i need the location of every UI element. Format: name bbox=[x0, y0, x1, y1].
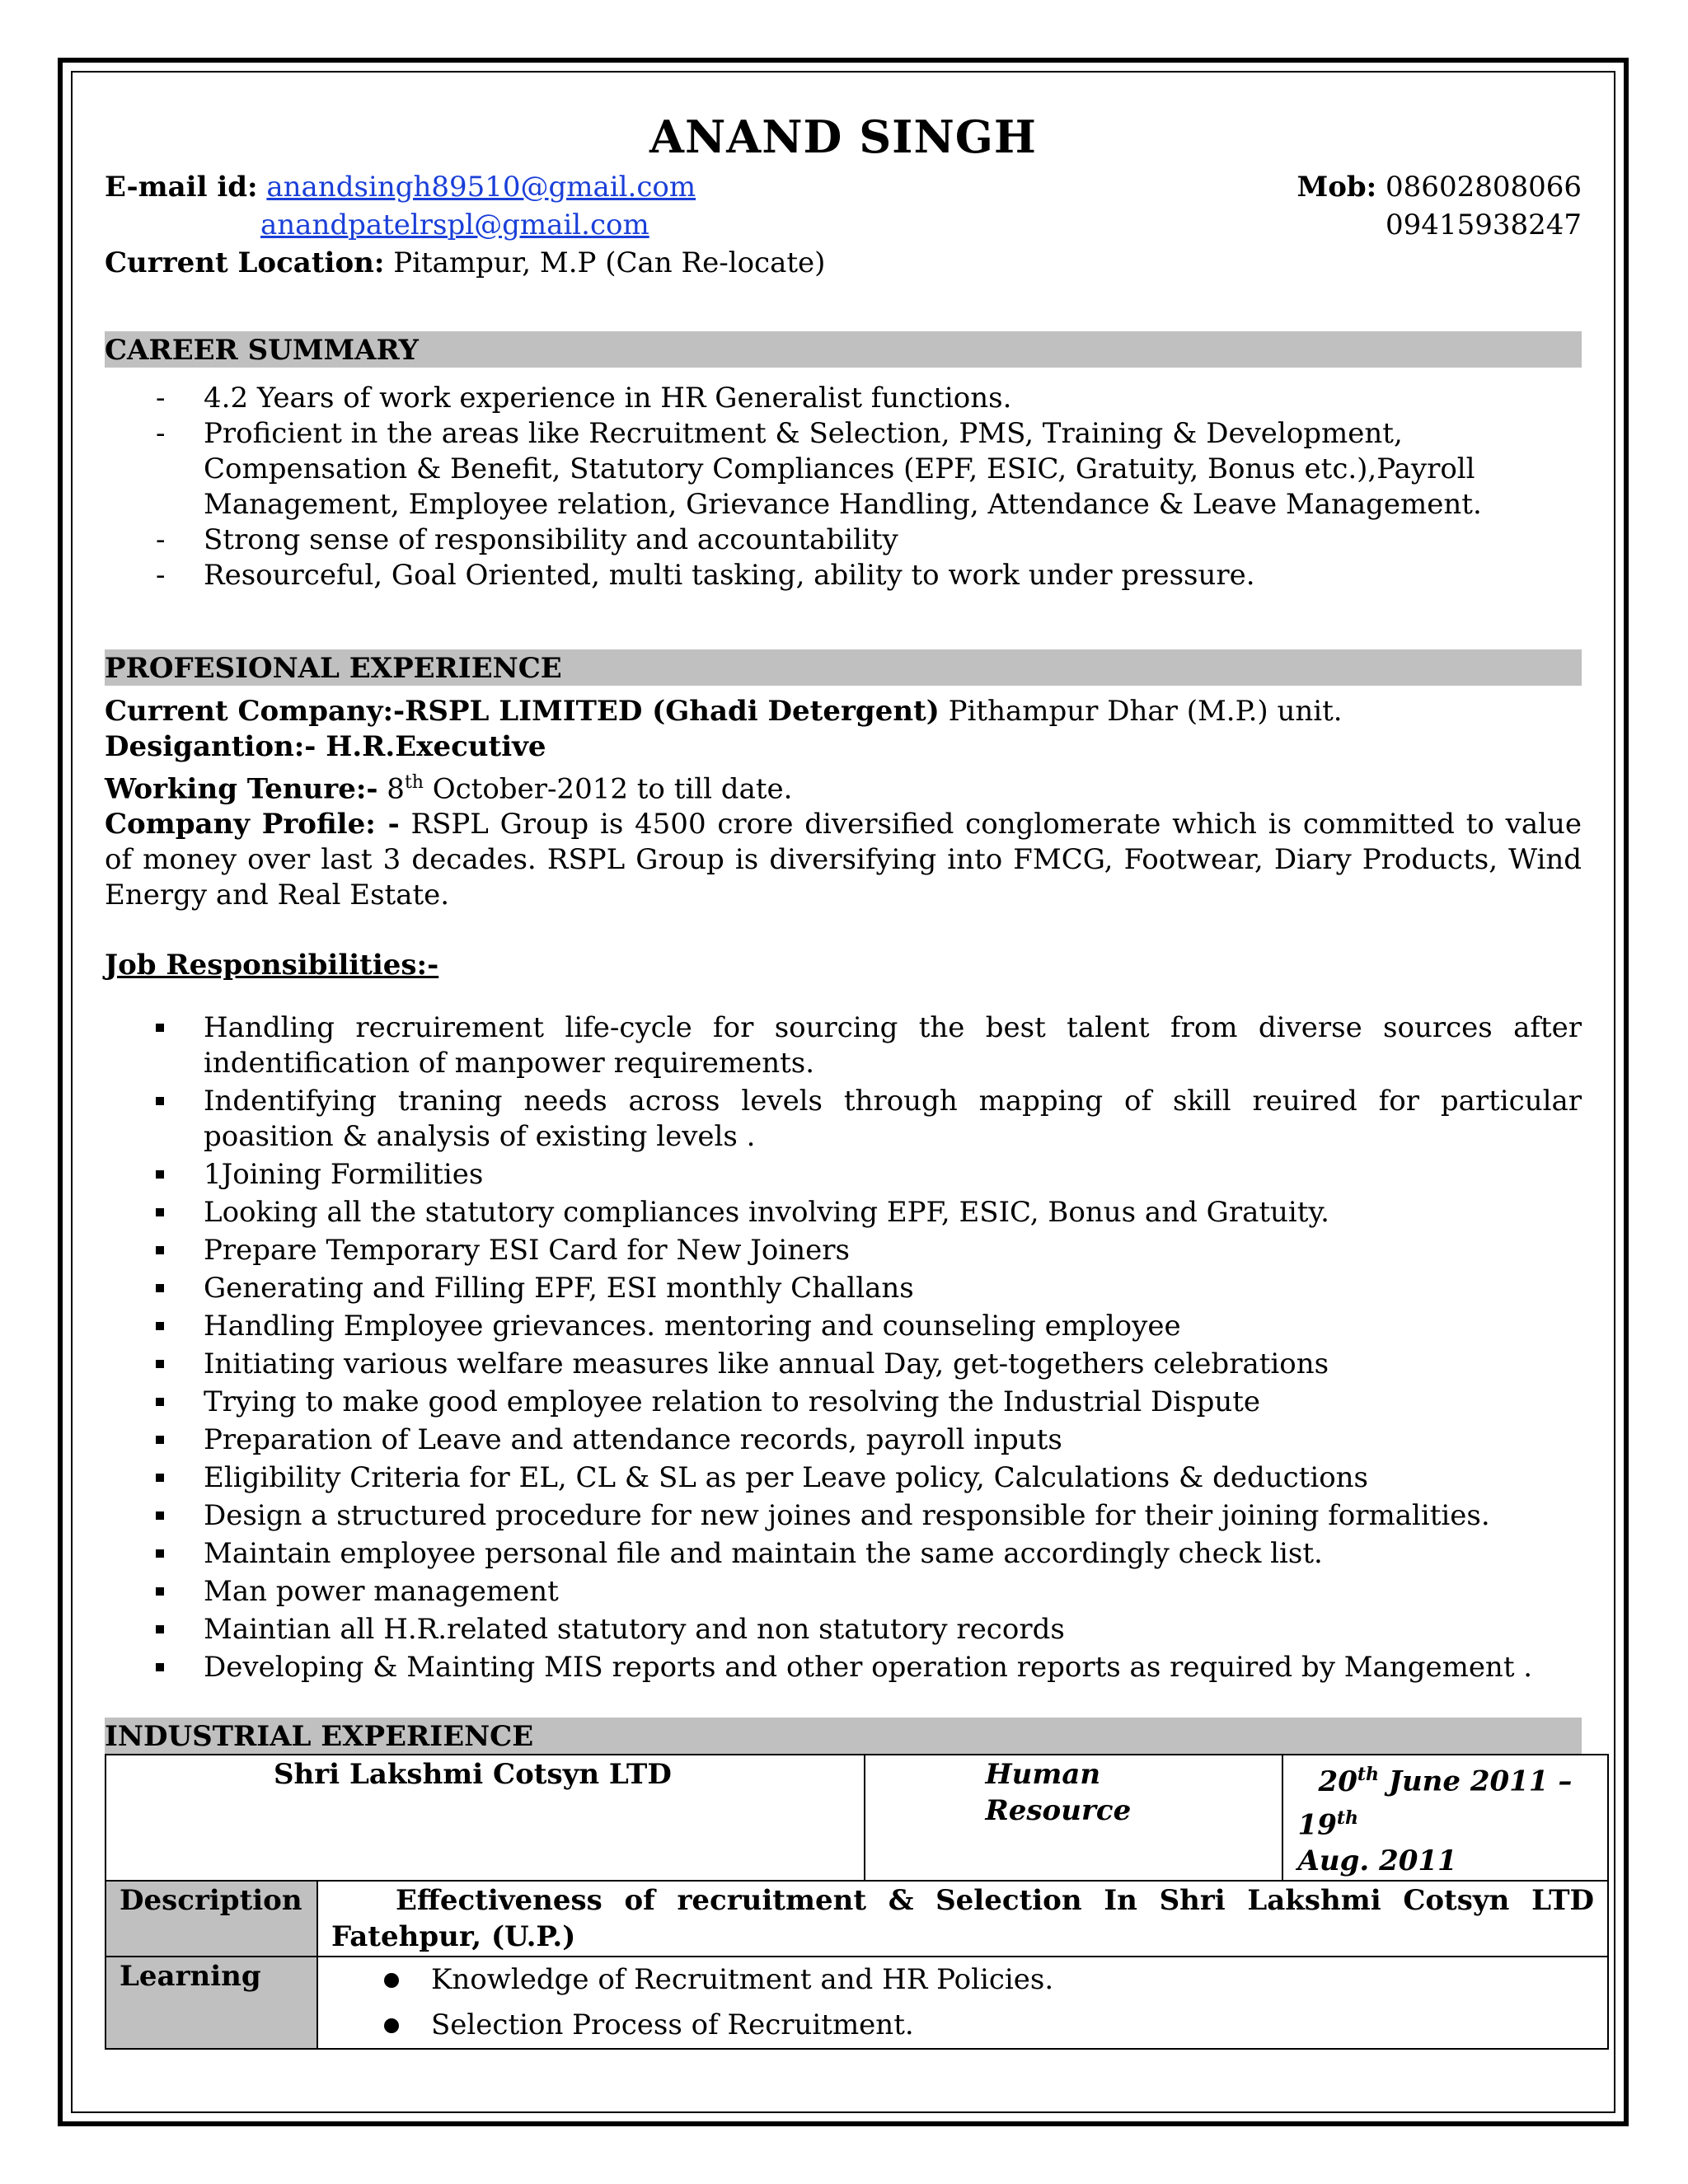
list-item bbox=[105, 1271, 1582, 1306]
working-tenure bbox=[105, 765, 1582, 807]
date-start-rest: June 2011 – 19 bbox=[1297, 1765, 1573, 1841]
date-start-sup: th bbox=[1357, 1764, 1380, 1786]
learning-cell bbox=[317, 1957, 1608, 2049]
square-bullet-icon bbox=[156, 1398, 164, 1406]
list-item: - Strong sense of responsibility and accountability bbox=[156, 523, 898, 556]
responsibility-text: Prepare Temporary ESI Card for New Joiners bbox=[204, 1234, 850, 1268]
email-label: E-mail id: bbox=[105, 171, 258, 204]
summary-text: Strong sense of responsibility and accountability bbox=[204, 523, 898, 556]
list-item bbox=[105, 1084, 1582, 1155]
list-item bbox=[105, 1195, 1582, 1230]
table-row bbox=[106, 1881, 1608, 1957]
responsibility-text: Indentifying traning needs across levels through mapping of skill reuired for particular poasition & analysis of existing levels . bbox=[204, 1085, 1582, 1154]
summary-text: Proficient in the areas like Recruitment & Selection, PMS, Training & Development, Compensation & Benefit, Statutory Compliances (EPF, ESIC, Gratuity, Bonus etc.),Payroll Management, Employee relation, Grievance Handling, Attendance & Leave Management. bbox=[204, 417, 1482, 521]
square-bullet-icon bbox=[156, 1587, 164, 1596]
industrial-company bbox=[106, 1755, 865, 1881]
designation: Desigantion:- H.R.Executive bbox=[105, 730, 546, 763]
list-item bbox=[105, 1536, 1582, 1572]
list-item: - 4.2 Years of work experience in HR Generalist functions. bbox=[156, 382, 1012, 415]
learning-label: Learning bbox=[106, 1957, 317, 2049]
list-item bbox=[318, 2003, 1607, 2048]
learning-text: Selection Process of Recruitment. bbox=[431, 2008, 914, 2041]
square-bullet-icon bbox=[156, 1284, 164, 1292]
list-item: - Resourceful, Goal Oriented, multi tasking, ability to work under pressure. bbox=[156, 559, 1255, 592]
profile-text: RSPL Group is 4500 crore diversified conglomerate which is committed to value of money over last 3 decades. RSPL Group is diversifying into FMCG, Footwear, Diary Products, Wind Energy and Real Estate. bbox=[105, 808, 1582, 912]
candidate-name: ANAND SINGH bbox=[649, 110, 1037, 163]
square-bullet-icon bbox=[156, 1474, 164, 1482]
mobile-number-2: 09415938247 bbox=[1386, 209, 1582, 241]
list-item bbox=[105, 1422, 1582, 1458]
date-end-rest: Aug. 2011 bbox=[1297, 1844, 1457, 1877]
tenure-label: Working Tenure:- bbox=[105, 772, 378, 806]
summary-text: Resourceful, Goal Oriented, multi tasking, ability to work under pressure. bbox=[204, 559, 1255, 592]
bullet-dot-icon bbox=[384, 1973, 399, 1988]
tenure-rest: October-2012 to till date. bbox=[423, 772, 793, 806]
responsibility-text: Trying to make good employee relation to resolving the Industrial Dispute bbox=[204, 1385, 1261, 1419]
location-label: Current Location: bbox=[105, 246, 385, 279]
company-label: Current Company:-RSPL LIMITED (Ghadi Detergent) bbox=[105, 695, 940, 728]
date-end-sup: th bbox=[1336, 1807, 1359, 1829]
company-profile bbox=[105, 807, 1582, 913]
industrial-company-text: Shri Lakshmi Cotsyn LTD bbox=[274, 1758, 672, 1792]
square-bullet-icon bbox=[156, 1208, 164, 1216]
company-location: Pithampur Dhar (M.P.) unit. bbox=[939, 695, 1343, 728]
responsibility-text: Handling recruirement life-cycle for sourcing the best talent from diverse sources after indentification of manpower requirements. bbox=[204, 1011, 1582, 1080]
responsibility-text: Generating and Filling EPF, ESI monthly Challans bbox=[204, 1272, 914, 1305]
section-career-summary: CAREER SUMMARY bbox=[105, 331, 1582, 368]
list-item bbox=[105, 1233, 1582, 1268]
responsibility-text: Looking all the statutory compliances involving EPF, ESIC, Bonus and Gratuity. bbox=[204, 1196, 1329, 1230]
mobile-number-1: 08602808066 bbox=[1386, 171, 1582, 204]
date-start-day: 20 bbox=[1318, 1765, 1357, 1798]
location-value: Pitampur, M.P (Can Re-locate) bbox=[393, 246, 826, 279]
learning-text: Knowledge of Recruitment and HR Policies. bbox=[431, 1962, 1054, 1996]
list-item bbox=[105, 1347, 1582, 1382]
responsibilities-list bbox=[105, 1010, 1582, 1685]
profile-label: Company Profile: - bbox=[105, 808, 400, 841]
section-professional-experience: PROFESIONAL EXPERIENCE bbox=[105, 649, 1582, 686]
career-summary-list bbox=[105, 381, 1582, 593]
list-item bbox=[105, 1309, 1582, 1344]
email-link-1[interactable]: anandsingh89510@gmail.com bbox=[266, 171, 696, 204]
mobile-label: Mob: bbox=[1296, 171, 1377, 204]
responsibility-text: Maintain employee personal file and maintain the same accordingly check list. bbox=[204, 1537, 1323, 1571]
list-item bbox=[105, 1157, 1582, 1193]
current-location bbox=[105, 244, 1582, 282]
square-bullet-icon bbox=[156, 1663, 164, 1671]
email-link-2[interactable]: anandpatelrspl@gmail.com bbox=[260, 209, 649, 241]
section-industrial-experience: INDUSTRIAL EXPERIENCE bbox=[105, 1718, 1582, 1754]
contact-info bbox=[105, 168, 1582, 244]
square-bullet-icon bbox=[156, 1625, 164, 1633]
list-item bbox=[105, 1612, 1582, 1647]
bullet-dot-icon bbox=[384, 2018, 399, 2033]
square-bullet-icon bbox=[156, 1097, 164, 1105]
industrial-department bbox=[865, 1755, 1282, 1881]
industrial-dept-text: Human Resource bbox=[985, 1758, 1132, 1828]
square-bullet-icon bbox=[156, 1024, 164, 1032]
responsibility-text: Design a structured procedure for new joines and responsible for their joining formalities. bbox=[204, 1499, 1490, 1533]
responsibility-text: Eligibility Criteria for EL, CL & SL as per Leave policy, Calculations & deductions bbox=[204, 1461, 1369, 1495]
list-item bbox=[318, 1957, 1607, 2003]
job-responsibilities-heading: Job Responsibilities:- bbox=[105, 949, 439, 982]
responsibility-text: 1Joining Formilities bbox=[204, 1158, 484, 1192]
industrial-duration bbox=[1282, 1755, 1608, 1881]
responsibility-text: Handling Employee grievances. mentoring and counseling employee bbox=[204, 1310, 1181, 1343]
list-item bbox=[105, 1650, 1582, 1685]
mobile-block bbox=[1285, 168, 1582, 244]
learning-list bbox=[318, 1957, 1607, 2048]
responsibility-text: Man power management bbox=[204, 1575, 559, 1609]
industrial-experience-table bbox=[105, 1754, 1609, 2050]
table-row bbox=[106, 1957, 1608, 2049]
list-item: - Proficient in the areas like Recruitment & Selection, PMS, Training & Development, Compensation & Benefit, Statutory Compliances (EPF, ESIC, Gratuity, Bonus etc.),Payroll Management, Employee relation, Grievance Handling, Attendance & Leave Management. bbox=[156, 417, 1482, 521]
square-bullet-icon bbox=[156, 1170, 164, 1179]
square-bullet-icon bbox=[156, 1549, 164, 1558]
resume-content bbox=[105, 105, 1594, 2050]
list-item bbox=[105, 1385, 1582, 1420]
description-text: Effectiveness of recruitment & Selection In Shri Lakshmi Cotsyn LTD Fatehpur, (U.P.) bbox=[317, 1881, 1608, 1957]
tenure-day: 8 bbox=[377, 772, 405, 806]
square-bullet-icon bbox=[156, 1436, 164, 1444]
summary-text: 4.2 Years of work experience in HR Generalist functions. bbox=[204, 382, 1012, 415]
responsibility-text: Preparation of Leave and attendance records, payroll inputs bbox=[204, 1423, 1062, 1457]
responsibility-text: Maintian all H.R.related statutory and non statutory records bbox=[204, 1613, 1065, 1647]
description-label: Description bbox=[106, 1881, 317, 1957]
square-bullet-icon bbox=[156, 1246, 164, 1254]
current-company bbox=[105, 694, 1582, 729]
list-item bbox=[105, 1460, 1582, 1496]
square-bullet-icon bbox=[156, 1360, 164, 1368]
square-bullet-icon bbox=[156, 1322, 164, 1330]
table-row bbox=[106, 1755, 1608, 1881]
list-item bbox=[105, 1498, 1582, 1534]
list-item bbox=[105, 1574, 1582, 1610]
responsibility-text: Initiating various welfare measures like annual Day, get-togethers celebrations bbox=[204, 1347, 1329, 1381]
responsibility-text: Developing & Mainting MIS reports and other operation reports as required by Mangement . bbox=[204, 1651, 1533, 1685]
list-item bbox=[105, 1010, 1582, 1081]
email-block bbox=[105, 168, 696, 244]
tenure-sup: th bbox=[404, 772, 424, 793]
square-bullet-icon bbox=[156, 1511, 164, 1520]
